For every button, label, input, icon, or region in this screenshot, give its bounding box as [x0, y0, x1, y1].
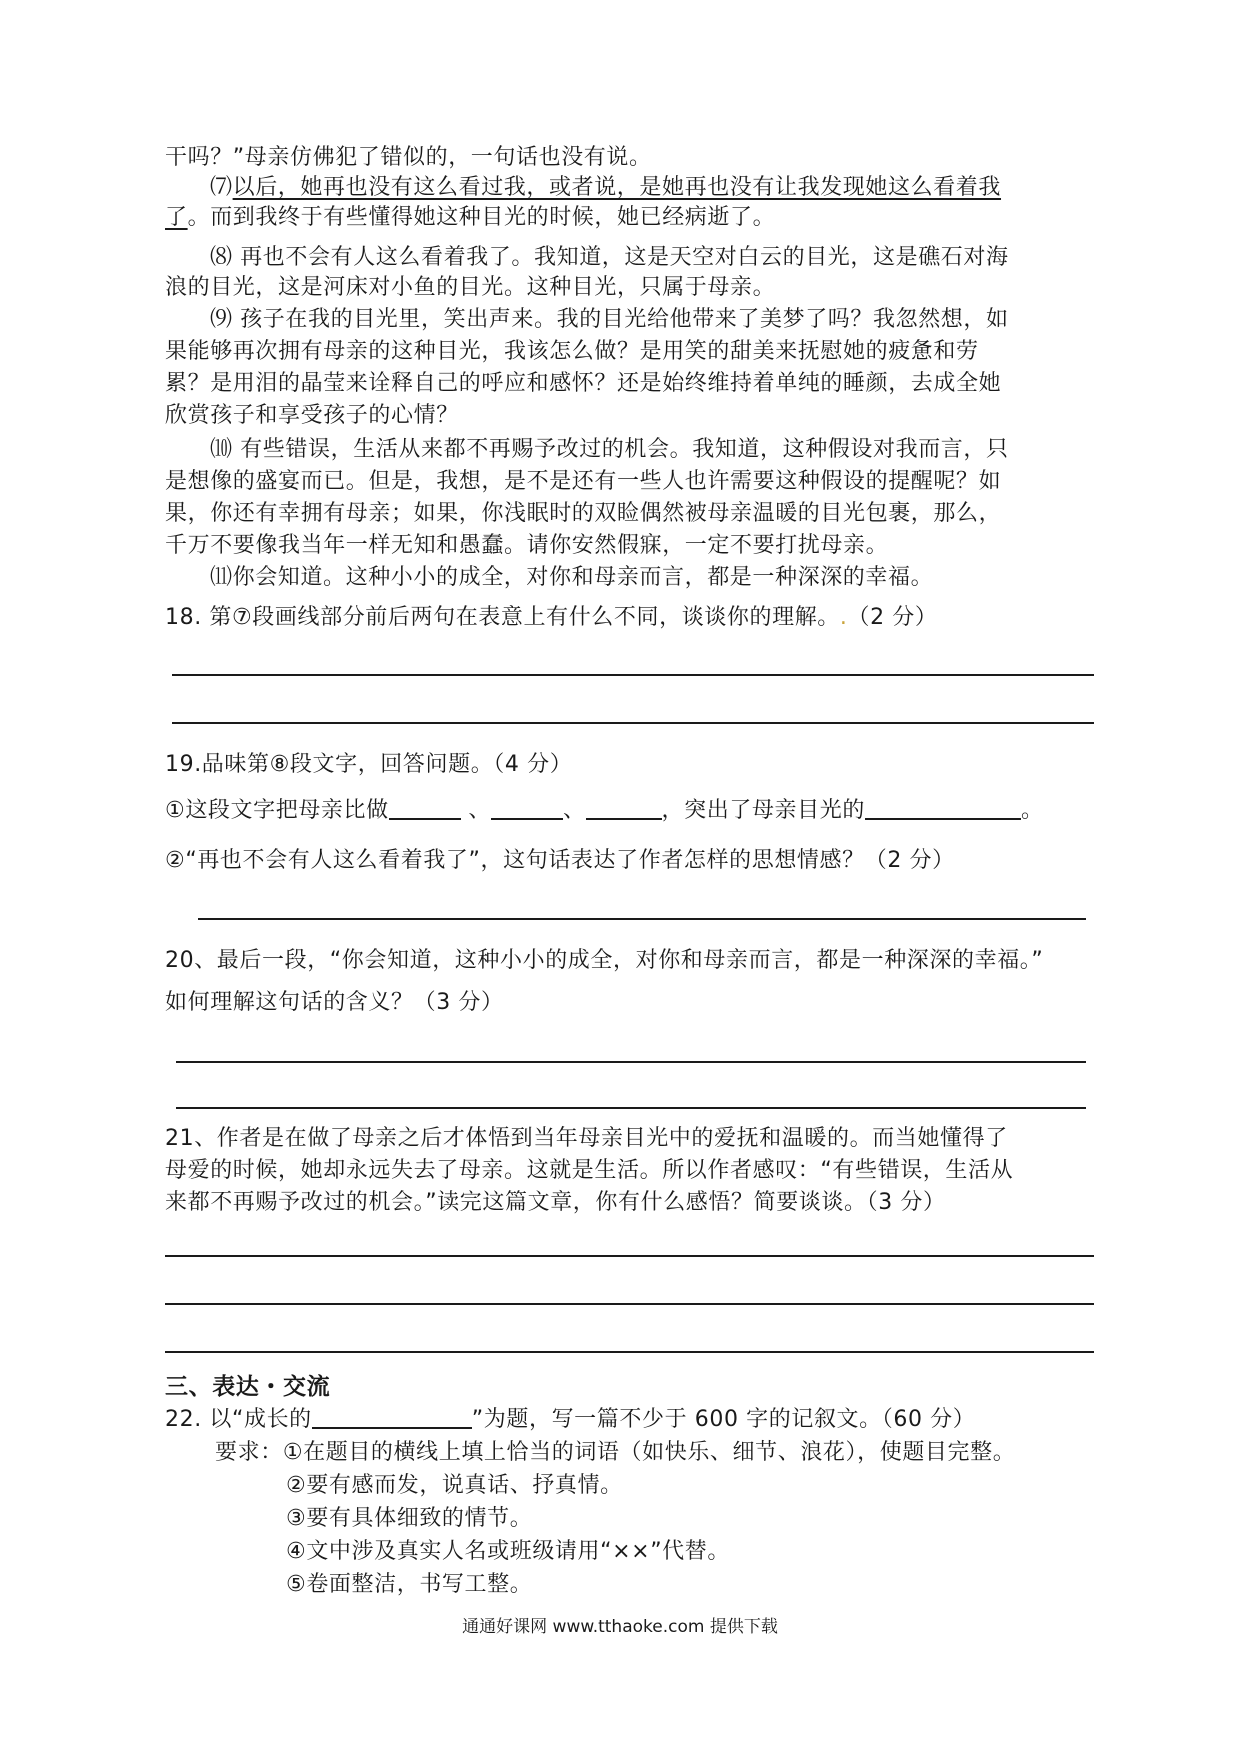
passage-p8-line2: 浪的目光，这是河床对小鱼的目光。这种目光，只属于母亲。 [165, 275, 776, 300]
p7-underlined-sentence-a: 以后，她再也没有这么看过我，或者说，是她再也没有让我发现她这么看着我 [232, 175, 1002, 200]
req-label: 要求： [215, 1440, 283, 1465]
q18-score: （2 分） [847, 605, 938, 630]
passage-p11: ⑾你会知道。这种小小的成全，对你和母亲而言，都是一种深深的幸福。 [210, 565, 934, 590]
q22-prefix: 22. 以“成长的 [165, 1407, 312, 1432]
q19-blank-4[interactable] [865, 796, 1021, 820]
q21-answer-line-2[interactable] [165, 1303, 1094, 1305]
q19-blank-2[interactable] [491, 796, 563, 820]
question-21-line2: 母爱的时候，她却永远失去了母亲。这就是生活。所以作者感叹：“有些错误，生活从 [165, 1158, 1014, 1183]
q19-1-middle: ，突出了母亲目光的 [661, 798, 865, 823]
q22-requirement-5: ⑤卷面整洁，书写工整。 [286, 1572, 533, 1597]
question-19-part-1 [165, 796, 1095, 826]
q18-dot: . [839, 605, 848, 630]
q22-requirement-3: ③要有具体细致的情节。 [286, 1506, 533, 1531]
q18-text: 18. 第⑦段画线部分前后两句在表意上有什么不同，谈谈你的理解。 [165, 605, 840, 630]
q18-answer-line-2[interactable] [172, 722, 1094, 724]
passage-p10-line4: 千万不要像我当年一样无知和愚蠢。请你安然假寐，一定不要打扰母亲。 [165, 533, 889, 558]
p7-underlined-sentence-b: 了 [165, 205, 188, 230]
p7-rest: 。而到我终于有些懂得她这种目光的时候，她已经病逝了。 [187, 205, 776, 230]
question-21-line3: 来都不再赐予改过的机会。”读完这篇文章，你有什么感悟？简要谈谈。（3 分） [165, 1190, 946, 1215]
passage-p9-line2: 果能够再次拥有母亲的这种目光，我该怎么做？是用笑的甜美来抚慰她的疲惫和劳 [165, 339, 979, 364]
passage-p9-line1: ⑼ 孩子在我的目光里，笑出声来。我的目光给他带来了美梦了吗？我忽然想，如 [210, 307, 1009, 332]
passage-p7-line1 [210, 173, 1095, 203]
q19-1-sep1: 、 [460, 798, 491, 823]
q19-1-end: 。 [1020, 798, 1044, 823]
passage-p10-line3: 果，你还有幸拥有母亲；如果，你浅眠时的双睑偶然被母亲温暖的目光包裹，那么， [165, 501, 1002, 526]
passage-p10-line1: ⑽ 有些错误，生活从来都不再赐予改过的机会。我知道，这种假设对我而言，只 [210, 437, 1009, 462]
q22-requirement-2: ②要有感而发，说真话、抒真情。 [286, 1473, 623, 1498]
passage-p8-line1: ⑻ 再也不会有人这么看着我了。我知道，这是天空对白云的目光，这是礁石对海 [210, 245, 1009, 270]
question-19: 19.品味第⑧段文字，回答问题。（4 分） [165, 752, 573, 777]
q20-answer-line-1[interactable] [176, 1061, 1086, 1063]
question-22 [165, 1405, 1095, 1435]
section-3-heading: 三、表达・交流 [165, 1374, 331, 1400]
q19-1-sep2: 、 [562, 798, 586, 823]
req-1-text: ①在题目的横线上填上恰当的词语（如快乐、细节、浪花），使题目完整。 [282, 1440, 1016, 1465]
question-20-line2: 如何理解这句话的含义？（3 分） [165, 990, 504, 1015]
passage-p9-line4: 欣赏孩子和享受孩子的心情？ [165, 403, 459, 428]
page-footer: 通通好课网 www.tthaoke.com 提供下载 [462, 1617, 778, 1637]
q21-answer-line-3[interactable] [165, 1351, 1094, 1353]
q22-requirement-1 [215, 1438, 1145, 1468]
q19-1-prefix: ①这段文字把母亲比做 [165, 798, 389, 823]
q21-answer-line-1[interactable] [165, 1255, 1094, 1257]
q19-blank-1[interactable] [389, 796, 461, 820]
q22-suffix: ”为题，写一篇不少于 600 字的记叙文。（60 分） [471, 1407, 976, 1432]
question-18 [165, 603, 1095, 633]
q22-requirement-4: ④文中涉及真实人名或班级请用“××”代替。 [286, 1539, 730, 1564]
passage-p10-line2: 是想像的盛宴而已。但是，我想，是不是还有一些人也许需要这种假设的提醒呢？如 [165, 469, 1002, 494]
q22-title-blank[interactable] [312, 1405, 472, 1429]
p7-number: ⑺ [210, 175, 233, 200]
question-20-line1: 20、最后一段，“你会知道，这种小小的成全，对你和母亲而言，都是一种深深的幸福。” [165, 948, 1044, 973]
q18-answer-line-1[interactable] [172, 674, 1094, 676]
question-21-line1: 21、作者是在做了母亲之后才体悟到当年母亲目光中的爱抚和温暖的。而当她懂得了 [165, 1126, 1008, 1151]
passage-p9-line3: 累？是用泪的晶莹来诠释自己的呼应和感怀？还是始终维持着单纯的睡颜，去成全她 [165, 371, 1002, 396]
q19-blank-3[interactable] [586, 796, 662, 820]
passage-p7-line2 [165, 203, 1095, 233]
q20-answer-line-2[interactable] [176, 1107, 1086, 1109]
passage-p6-tail: 干吗？”母亲仿佛犯了错似的，一句话也没有说。 [165, 145, 652, 170]
q19-answer-line[interactable] [198, 918, 1086, 920]
question-19-part-2: ②“再也不会有人这么看着我了”，这句话表达了作者怎样的思想情感？（2 分） [165, 848, 955, 873]
